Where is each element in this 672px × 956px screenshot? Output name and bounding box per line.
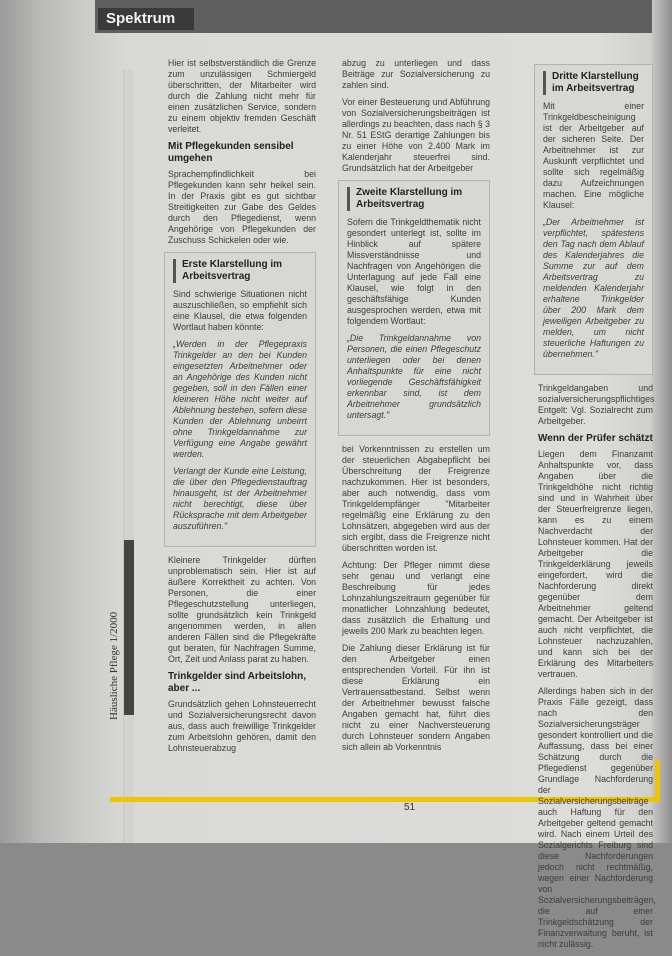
paragraph: abzug zu unterliegen und dass Beiträge zur Sozialversicherung zu zahlen sind. (342, 58, 490, 90)
column-left (168, 58, 316, 760)
box-quote: Verlangt der Kunde eine Leistung, die über den Pflegedienstauftrag hinausgeht, ist der Arbeitnehmer nicht berechtigt, diese über Rücksprache mit dem Arbeitgeber auszuführen." (173, 466, 307, 531)
paragraph: bei Vorkenntnissen zu erstellen um der steuerlichen Abgabepflicht bei Überschreitung der Freigrenze nachzukommen. Hier ist besonders, aber auch notwendig, dass vom Trinkgeldempfänger "Mitarbeiter regelmäßig eine Erklärung zu den Lohnsätzen, abgegeben wird aus der sich ergibt, dass die Freigrenze nicht überschritten worden ist. (342, 444, 490, 553)
info-box-third (534, 64, 653, 375)
box-paragraph: Sofern die Trinkgeldthematik nicht gesondert unterlegt ist, sollte im Hinblick auf spätere Missverständnisse und Nachfragen von Angehörigen die Unterlagung auf jede Fall eine Klausel, wie folgt in den geschäftsfähige Kunden ausgesprochen werden, etwa mit folgendem Wortlaut: (347, 217, 481, 326)
paragraph: Sprachempfindlichkeit bei Pflegekunden kann sehr heikel sein. In der Praxis gibt es gut sichtbar Streitigkeiten zur Gabe des Geldes durch den Pflegedienst, wenn Angehörige von Pflegekunden der Zuschuss Schickelen oder wie. (168, 169, 316, 245)
side-tab (124, 540, 134, 715)
yellow-border-right (655, 760, 660, 802)
paragraph: Vor einer Besteuerung und Abführung von Sozialversicherungsbeiträgen ist allerdings zu beachten, dass nach § 3 Nr. 51 EStG derartige Zahlungen bis zu einer Höhe von 2.400 Mark im Kalenderjahr steuerfrei sind. Grundsätzlich hat der Arbeitgeber (342, 97, 490, 173)
box-title: Zweite Klarstellung im Arbeitsvertrag (347, 187, 481, 211)
paragraph: Liegen dem Finanzamt Anhaltspunkte vor, dass Angaben über die Trinkgeldhöhe nicht richtig sind und in Wahrheit über der Steuerfreigrenze liegen, kann es zu einem Nachverdacht der Lohnsteuer kommen. Hat der Arbeitgeber die Trinkgelderklärung jeweils eingefordert, wird die Nachforderung direkt gegenüber dem Arbeitnehmer geltend gemacht. Der Arbeitgeber ist auch nicht verpflichtet, die Lohnsteuer nachzuzahlen, und kann sich bei der Erklärung des Mitarbeiters vertrauen. (538, 449, 653, 679)
paragraph: Hier ist selbstverständlich die Grenze zum unzulässigen Schmiergeld überschritten, der Mitarbeiter wird durch die Zahlung nicht mehr für einen zusätzlichen Service, sondern zu einem objektiv fremden Geschäft verleitet. (168, 58, 316, 134)
journal-side-label: Häusliche Pflege 1/2000 (108, 611, 120, 720)
subheading: Wenn der Prüfer schätzt (538, 433, 653, 444)
paragraph: Die Zahlung dieser Erklärung ist für den Arbeitgeber einen entsprechenden Vorteil. Für ihn ist diese Erklärung ein Vertrauensatbestand. Selbst wenn der Arbeitnehmer bewusst falsche Angaben gemacht hat, führt dies nicht zu einer Nachversteuerung durch Lohnsteuer sondern Angaben sich allein ab Vorkenntnis (342, 643, 490, 752)
page-spine (123, 70, 134, 843)
box-title: Dritte Klarstellung im Arbeitsvertrag (543, 71, 644, 95)
paragraph: Trinkgeldangaben und sozialversicherungspflichtiges Entgelt: Vgl. Sozialrecht zum Arbeitgeber. (538, 383, 655, 426)
section-label: Spektrum (98, 8, 194, 30)
paragraph: Kleinere Trinkgelder dürften unproblematisch sein. Hier ist auf äußere Korrektheit zu achten. Von Personen, die einer Pflegeschutzstellung unterliegen, sollte grundsätzlich kein Trinkgeld angenommen werden, in allen anderen Fällen sind die Pflegekräfte gut beraten, für Nachfragen Summe, Ort, Zeit und Anlass parat zu haben. (168, 555, 316, 664)
box-title: Erste Klarstellung im Arbeitsvertrag (173, 259, 307, 283)
info-box-first (164, 252, 316, 547)
page-edge-shadow (652, 0, 672, 843)
subheading: Mit Pflegekunden sensibel umgehen (168, 141, 294, 164)
paragraph: Allerdings haben sich in der Praxis Fälle gezeigt, dass nach den Sozialversicherungsträger gesondert kontrolliert und die Auffassung, dass bei einer Schätzung durch die Pflegedienst gegenüber Grundlage Nachforderung der Sozialversicherungsbeiträge auch Haftung für den Arbeitgeber geltend gemacht wird. Nach einem Urteil des Sozialgerichts Freiburg sind diese Nachforderungen jedoch nicht rechtmäßig, wegen einer Nachforderung von Sozialversicherungsbeiträgen, die auf einer Trinkgeldschätzung der Finanzverwaltung beruht, ist nicht zulässig. (538, 686, 656, 949)
subheading: Trinkgelder sind Arbeitslohn, aber ... (168, 671, 306, 694)
page-number: 51 (404, 802, 416, 813)
column-middle (342, 58, 490, 759)
box-quote: „Werden in der Pflegepraxis Trinkgelder an den bei Kunden eingesetzten Arbeitnehmer oder an Angehörige des Kunden nicht gegeben, soll in den Fällen einer kleineren Höhe nicht weiter auf Ablehnung bestehen, sofern diese Kunden der Ablehnung unbeirrt ohne Trinkgeldannahme zur Verfügung eine Angabe gewährt werden. (173, 339, 307, 459)
paragraph: Grundsätzlich gehen Lohnsteuerrecht und Sozialversicherungsrecht davon aus, dass auch freiwillige Trinkgelder zum Arbeitslohn gehören, damit den Lohnsteuerabzug (168, 699, 316, 753)
box-quote: „Der Arbeitnehmer ist verpflichtet, spätestens den Tag nach dem Ablauf des Kalenderjahres die Summe zur auf dem Arbeitsvertrag zu meldenden Kalenderjahr erhaltene Trinkgelder über 200 Mark dem jeweiligen Arbeitgeber zu melden, um nicht steuerliche Haftungen zu übernehmen." (543, 217, 644, 359)
box-paragraph: Sind schwierige Situationen nicht auszuschließen, so empfiehlt sich eine Klausel, die etwa folgenden Wortlaut haben könnte: (173, 289, 307, 332)
box-paragraph: Mit einer Trinkgeldbescheinigung ist der Arbeitgeber auf der sicheren Seite. Der Arbeitnehmer ist zur Auskunft verpflichtet und sollte sich regelmäßig dazu Aufzeichnungen machen. Eine mögliche Klausel: (543, 101, 644, 210)
paragraph: Achtung: Der Pfleger nimmt diese sehr genau und verlangt eine Beschreibung für jedes Lohnzahlungszeitraum gegenüber für monatlicher Lohnzahlung bedeutet, dass zusätzlich die Erhaltung und jeweils 200 Mark zu beachten legen. (342, 560, 490, 636)
column-right (538, 58, 656, 956)
box-quote: „Die Trinkgeldannahme von Personen, die einen Pflegeschutz unterliegen oder bei denen Anhaltspunkte für eine nicht vorliegende Geschäftsfähigkeit erkennbar sind, ist dem Arbeitnehmer grundsätzlich untersagt." (347, 333, 481, 420)
info-box-second (338, 180, 490, 436)
